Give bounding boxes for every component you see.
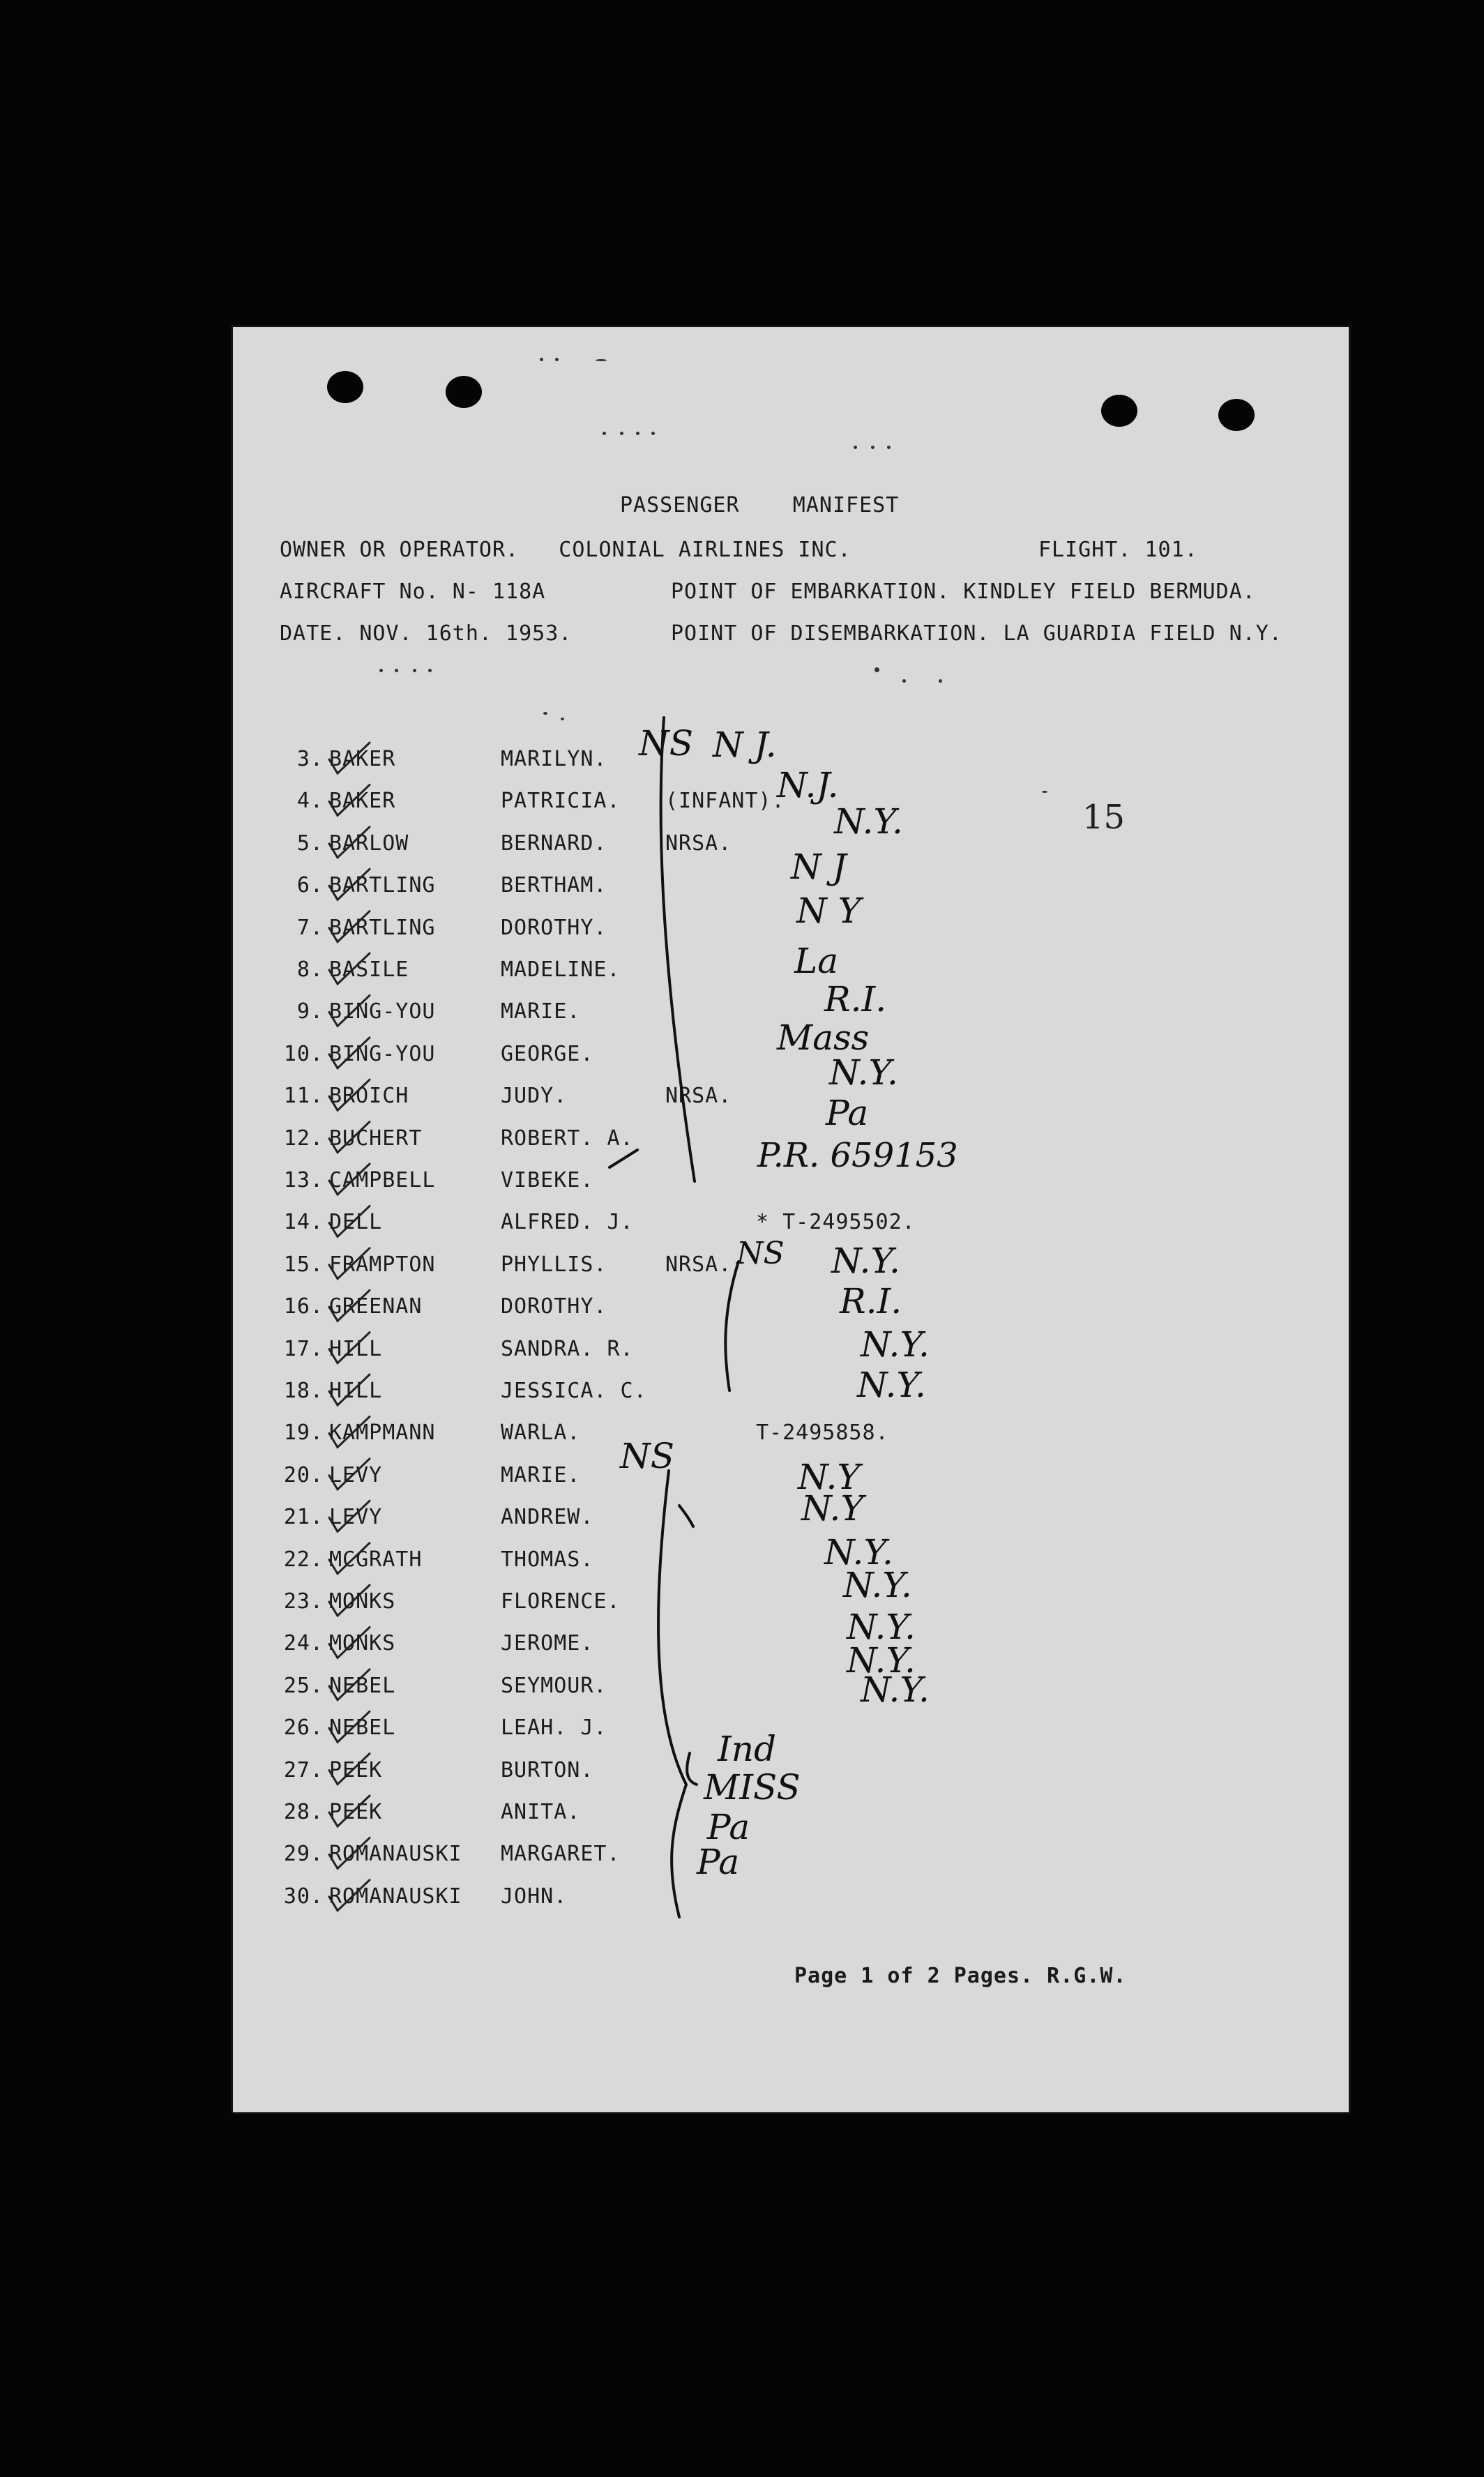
passenger-number: 12. bbox=[283, 1126, 324, 1151]
passenger-given-name: DOROTHY. bbox=[501, 1294, 607, 1319]
passenger-number: 14. bbox=[283, 1210, 324, 1235]
manifest-page bbox=[233, 327, 1349, 2112]
passenger-surname: HILL bbox=[329, 1336, 383, 1361]
handwritten-state: Mass bbox=[777, 1017, 870, 1058]
handwritten-state: N.Y. bbox=[861, 1669, 930, 1710]
passenger-number: 9. bbox=[296, 999, 324, 1024]
passenger-given-name: MARGARET. bbox=[501, 1842, 621, 1867]
owner-operator: OWNER OR OPERATOR. COLONIAL AIRLINES INC. bbox=[280, 538, 851, 562]
passenger-given-name: BERTHAM. bbox=[501, 873, 607, 898]
handwritten-ns: NS bbox=[736, 1236, 785, 1271]
handwritten-state: N.Y bbox=[801, 1488, 864, 1529]
passenger-surname: BAKER bbox=[329, 747, 396, 771]
passenger-given-name: PHYLLIS. bbox=[501, 1252, 607, 1277]
passenger-surname: BAKER bbox=[329, 789, 396, 814]
manifest-title: PASSENGER MANIFEST bbox=[620, 493, 900, 517]
passenger-number: 8. bbox=[296, 957, 324, 982]
passenger-given-name: LEAH. J. bbox=[501, 1715, 607, 1741]
passenger-surname: PEEK bbox=[329, 1757, 383, 1782]
passenger-surname: BING-YOU bbox=[329, 1041, 436, 1066]
passenger-given-name: JEROME. bbox=[501, 1631, 594, 1656]
check-mark bbox=[329, 1333, 370, 1363]
check-mark bbox=[329, 1459, 370, 1490]
passenger-given-name: BERNARD. bbox=[501, 831, 607, 856]
passenger-number: 20. bbox=[283, 1462, 324, 1487]
check-mark bbox=[329, 1206, 370, 1236]
passenger-note: NRSA. bbox=[665, 1084, 732, 1109]
passenger-given-name: THOMAS. bbox=[501, 1547, 594, 1572]
passenger-given-name: VIBEKE. bbox=[501, 1168, 594, 1192]
bracket-line bbox=[661, 718, 695, 1181]
handwritten-state: N.Y. bbox=[834, 801, 903, 842]
passenger-number: 16. bbox=[283, 1294, 324, 1319]
passenger-given-name: JESSICA. C. bbox=[501, 1379, 647, 1403]
check-mark bbox=[329, 1164, 370, 1195]
passenger-surname: LEVY bbox=[329, 1505, 383, 1530]
passenger-given-name: ANITA. bbox=[501, 1800, 581, 1824]
handwritten-state: N.Y. bbox=[829, 1052, 898, 1093]
check-mark bbox=[329, 785, 370, 815]
passenger-given-name: JUDY. bbox=[501, 1084, 568, 1109]
bracket-tick bbox=[687, 1753, 697, 1785]
handwritten-state: N J bbox=[791, 847, 847, 887]
passenger-number: 21. bbox=[283, 1505, 324, 1530]
passenger-note: NRSA. bbox=[665, 831, 732, 856]
passenger-given-name: JOHN. bbox=[501, 1884, 568, 1909]
passenger-given-name: BURTON. bbox=[501, 1757, 594, 1782]
pencil-marks bbox=[233, 327, 1349, 2112]
passenger-number: 7. bbox=[296, 915, 324, 940]
passenger-number: 3. bbox=[296, 747, 324, 771]
passenger-number: 5. bbox=[296, 831, 324, 856]
passenger-given-name: MARIE. bbox=[501, 999, 581, 1024]
passenger-number: 6. bbox=[296, 873, 324, 898]
check-mark bbox=[329, 1038, 370, 1068]
passenger-surname: DELL bbox=[329, 1210, 383, 1235]
check-mark bbox=[329, 869, 370, 900]
passenger-surname: NEBEL bbox=[329, 1673, 396, 1698]
handwritten-state: Pa bbox=[826, 1093, 869, 1133]
passenger-surname: GREENAN bbox=[329, 1294, 423, 1319]
passenger-given-name: ANDREW. bbox=[501, 1505, 594, 1530]
passenger-number: 18. bbox=[283, 1379, 324, 1403]
handwritten-state: R.I. bbox=[824, 979, 887, 1020]
passenger-ticket: T-2495858. bbox=[756, 1421, 889, 1446]
check-mark bbox=[329, 1543, 370, 1574]
handwritten-state: N.Y. bbox=[857, 1365, 926, 1405]
bracket-line bbox=[725, 1262, 739, 1391]
handwritten-state: MISS bbox=[704, 1767, 801, 1808]
check-mark bbox=[329, 995, 370, 1026]
check-mark bbox=[329, 743, 370, 773]
passenger-surname: BARLOW bbox=[329, 831, 409, 856]
handwritten-state: N.Y. bbox=[831, 1241, 900, 1281]
passenger-number: 26. bbox=[283, 1715, 324, 1741]
check-mark bbox=[329, 1627, 370, 1658]
passenger-given-name: SANDRA. R. bbox=[501, 1336, 634, 1361]
passenger-surname: KAMPMANN bbox=[329, 1421, 436, 1446]
passenger-number: 15. bbox=[283, 1252, 324, 1277]
check-mark bbox=[329, 1669, 370, 1700]
handwritten-state: Ind bbox=[718, 1729, 776, 1769]
passenger-surname: FRAMPTON bbox=[329, 1252, 436, 1277]
passenger-given-name: ALFRED. J. bbox=[501, 1210, 634, 1235]
passenger-number: 29. bbox=[283, 1842, 324, 1867]
passenger-given-name: FLORENCE. bbox=[501, 1589, 621, 1614]
passenger-surname: BASILE bbox=[329, 957, 409, 982]
passenger-surname: BUCHERT bbox=[329, 1126, 423, 1151]
passenger-given-name: MARILYN. bbox=[501, 747, 607, 771]
passenger-surname: BARTLING bbox=[329, 915, 436, 940]
passenger-given-name: GEORGE. bbox=[501, 1041, 594, 1066]
passenger-number: 11. bbox=[283, 1084, 324, 1109]
check-mark bbox=[329, 1122, 370, 1153]
passenger-number: 17. bbox=[283, 1336, 324, 1361]
check-mark bbox=[329, 1754, 370, 1785]
check-mark bbox=[329, 1416, 370, 1447]
handwritten-ns: NS bbox=[639, 723, 694, 764]
passenger-surname: HILL bbox=[329, 1379, 383, 1403]
passenger-given-name: MARIE. bbox=[501, 1462, 581, 1487]
passenger-number: 19. bbox=[283, 1421, 324, 1446]
handwritten-state: Pa bbox=[697, 1842, 740, 1882]
passenger-given-name: WARLA. bbox=[501, 1421, 581, 1446]
flight-number: FLIGHT. 101. bbox=[1038, 538, 1198, 562]
passenger-surname: NEBEL bbox=[329, 1715, 396, 1741]
point-of-embarkation: POINT OF EMBARKATION. KINDLEY FIELD BERMUDA. bbox=[671, 580, 1256, 604]
handwritten-state: N.Y. bbox=[824, 1532, 893, 1573]
passenger-number: 4. bbox=[296, 789, 324, 814]
check-mark bbox=[329, 1796, 370, 1826]
check-mark bbox=[329, 1080, 370, 1110]
passenger-surname: MCGRATH bbox=[329, 1547, 423, 1572]
aircraft-number: AIRCRAFT No. N- 118A bbox=[280, 580, 546, 604]
check-mark bbox=[329, 1501, 370, 1531]
passenger-number: 24. bbox=[283, 1631, 324, 1656]
passenger-number: 27. bbox=[283, 1757, 324, 1782]
passenger-number: 30. bbox=[283, 1884, 324, 1909]
passenger-surname: ROMANAUSKI bbox=[329, 1884, 462, 1909]
point-of-disembarkation: POINT OF DISEMBARKATION. LA GUARDIA FIELD N.Y. bbox=[671, 621, 1282, 646]
handwritten-state: Pa bbox=[707, 1807, 750, 1847]
handwritten-state: N.Y. bbox=[843, 1565, 912, 1605]
page-footer: Page 1 of 2 Pages. R.G.W. bbox=[794, 1964, 1127, 1988]
bracket-tick bbox=[679, 1506, 693, 1527]
check-mark bbox=[329, 953, 370, 984]
passenger-number: 13. bbox=[283, 1168, 324, 1192]
handwritten-state: N.Y. bbox=[861, 1324, 930, 1365]
passenger-surname: MONKS bbox=[329, 1631, 396, 1656]
check-mark bbox=[329, 911, 370, 942]
passenger-given-name: SEYMOUR. bbox=[501, 1673, 607, 1698]
passenger-given-name: DOROTHY. bbox=[501, 915, 607, 940]
handwritten-ns: NS bbox=[620, 1436, 675, 1476]
passenger-note: (INFANT). bbox=[665, 789, 785, 814]
passenger-number: 28. bbox=[283, 1800, 324, 1824]
check-mark bbox=[329, 1880, 370, 1911]
bracket-line bbox=[658, 1471, 686, 1917]
check-mark bbox=[329, 1585, 370, 1616]
passenger-surname: BING-YOU bbox=[329, 999, 436, 1024]
passenger-surname: MONKS bbox=[329, 1589, 396, 1614]
passenger-note: NRSA. bbox=[665, 1252, 732, 1277]
passenger-number: 25. bbox=[283, 1673, 324, 1698]
passenger-surname: ROMANAUSKI bbox=[329, 1842, 462, 1867]
check-mark bbox=[329, 1838, 370, 1868]
check-mark bbox=[329, 1374, 370, 1405]
check-mark bbox=[329, 827, 370, 858]
handwritten-state: N.Y. bbox=[847, 1607, 916, 1647]
handwritten-state: N.J. bbox=[777, 765, 839, 805]
passenger-given-name: ROBERT. A. bbox=[501, 1126, 634, 1151]
passenger-number: 22. bbox=[283, 1547, 324, 1572]
handwritten-state: N Y bbox=[796, 891, 861, 931]
handwritten-passport: P.R. 659153 bbox=[757, 1136, 958, 1175]
handwritten-state: R.I. bbox=[840, 1281, 902, 1321]
handwritten-state: N J. bbox=[713, 725, 777, 765]
passenger-surname: BARTLING bbox=[329, 873, 436, 898]
handwritten-state: N.Y bbox=[798, 1457, 861, 1497]
handwritten-state: N.Y. bbox=[847, 1640, 916, 1681]
passenger-number: 10. bbox=[283, 1041, 324, 1066]
passenger-number: 23. bbox=[283, 1589, 324, 1614]
passenger-ticket: * T-2495502. bbox=[756, 1210, 916, 1235]
passenger-surname: LEVY bbox=[329, 1462, 383, 1487]
check-mark bbox=[610, 1150, 637, 1167]
passenger-given-name: PATRICIA. bbox=[501, 789, 621, 814]
handwritten-state: La bbox=[794, 941, 839, 981]
check-mark bbox=[329, 1248, 370, 1279]
check-mark bbox=[329, 1711, 370, 1742]
page-number: 15 bbox=[1082, 798, 1126, 837]
check-mark bbox=[329, 1290, 370, 1321]
passenger-surname: BROICH bbox=[329, 1084, 409, 1109]
passenger-surname: PEEK bbox=[329, 1800, 383, 1824]
passenger-surname: CAMPBELL bbox=[329, 1168, 436, 1192]
passenger-given-name: MADELINE. bbox=[501, 957, 621, 982]
manifest-date: DATE. NOV. 16th. 1953. bbox=[280, 621, 573, 646]
